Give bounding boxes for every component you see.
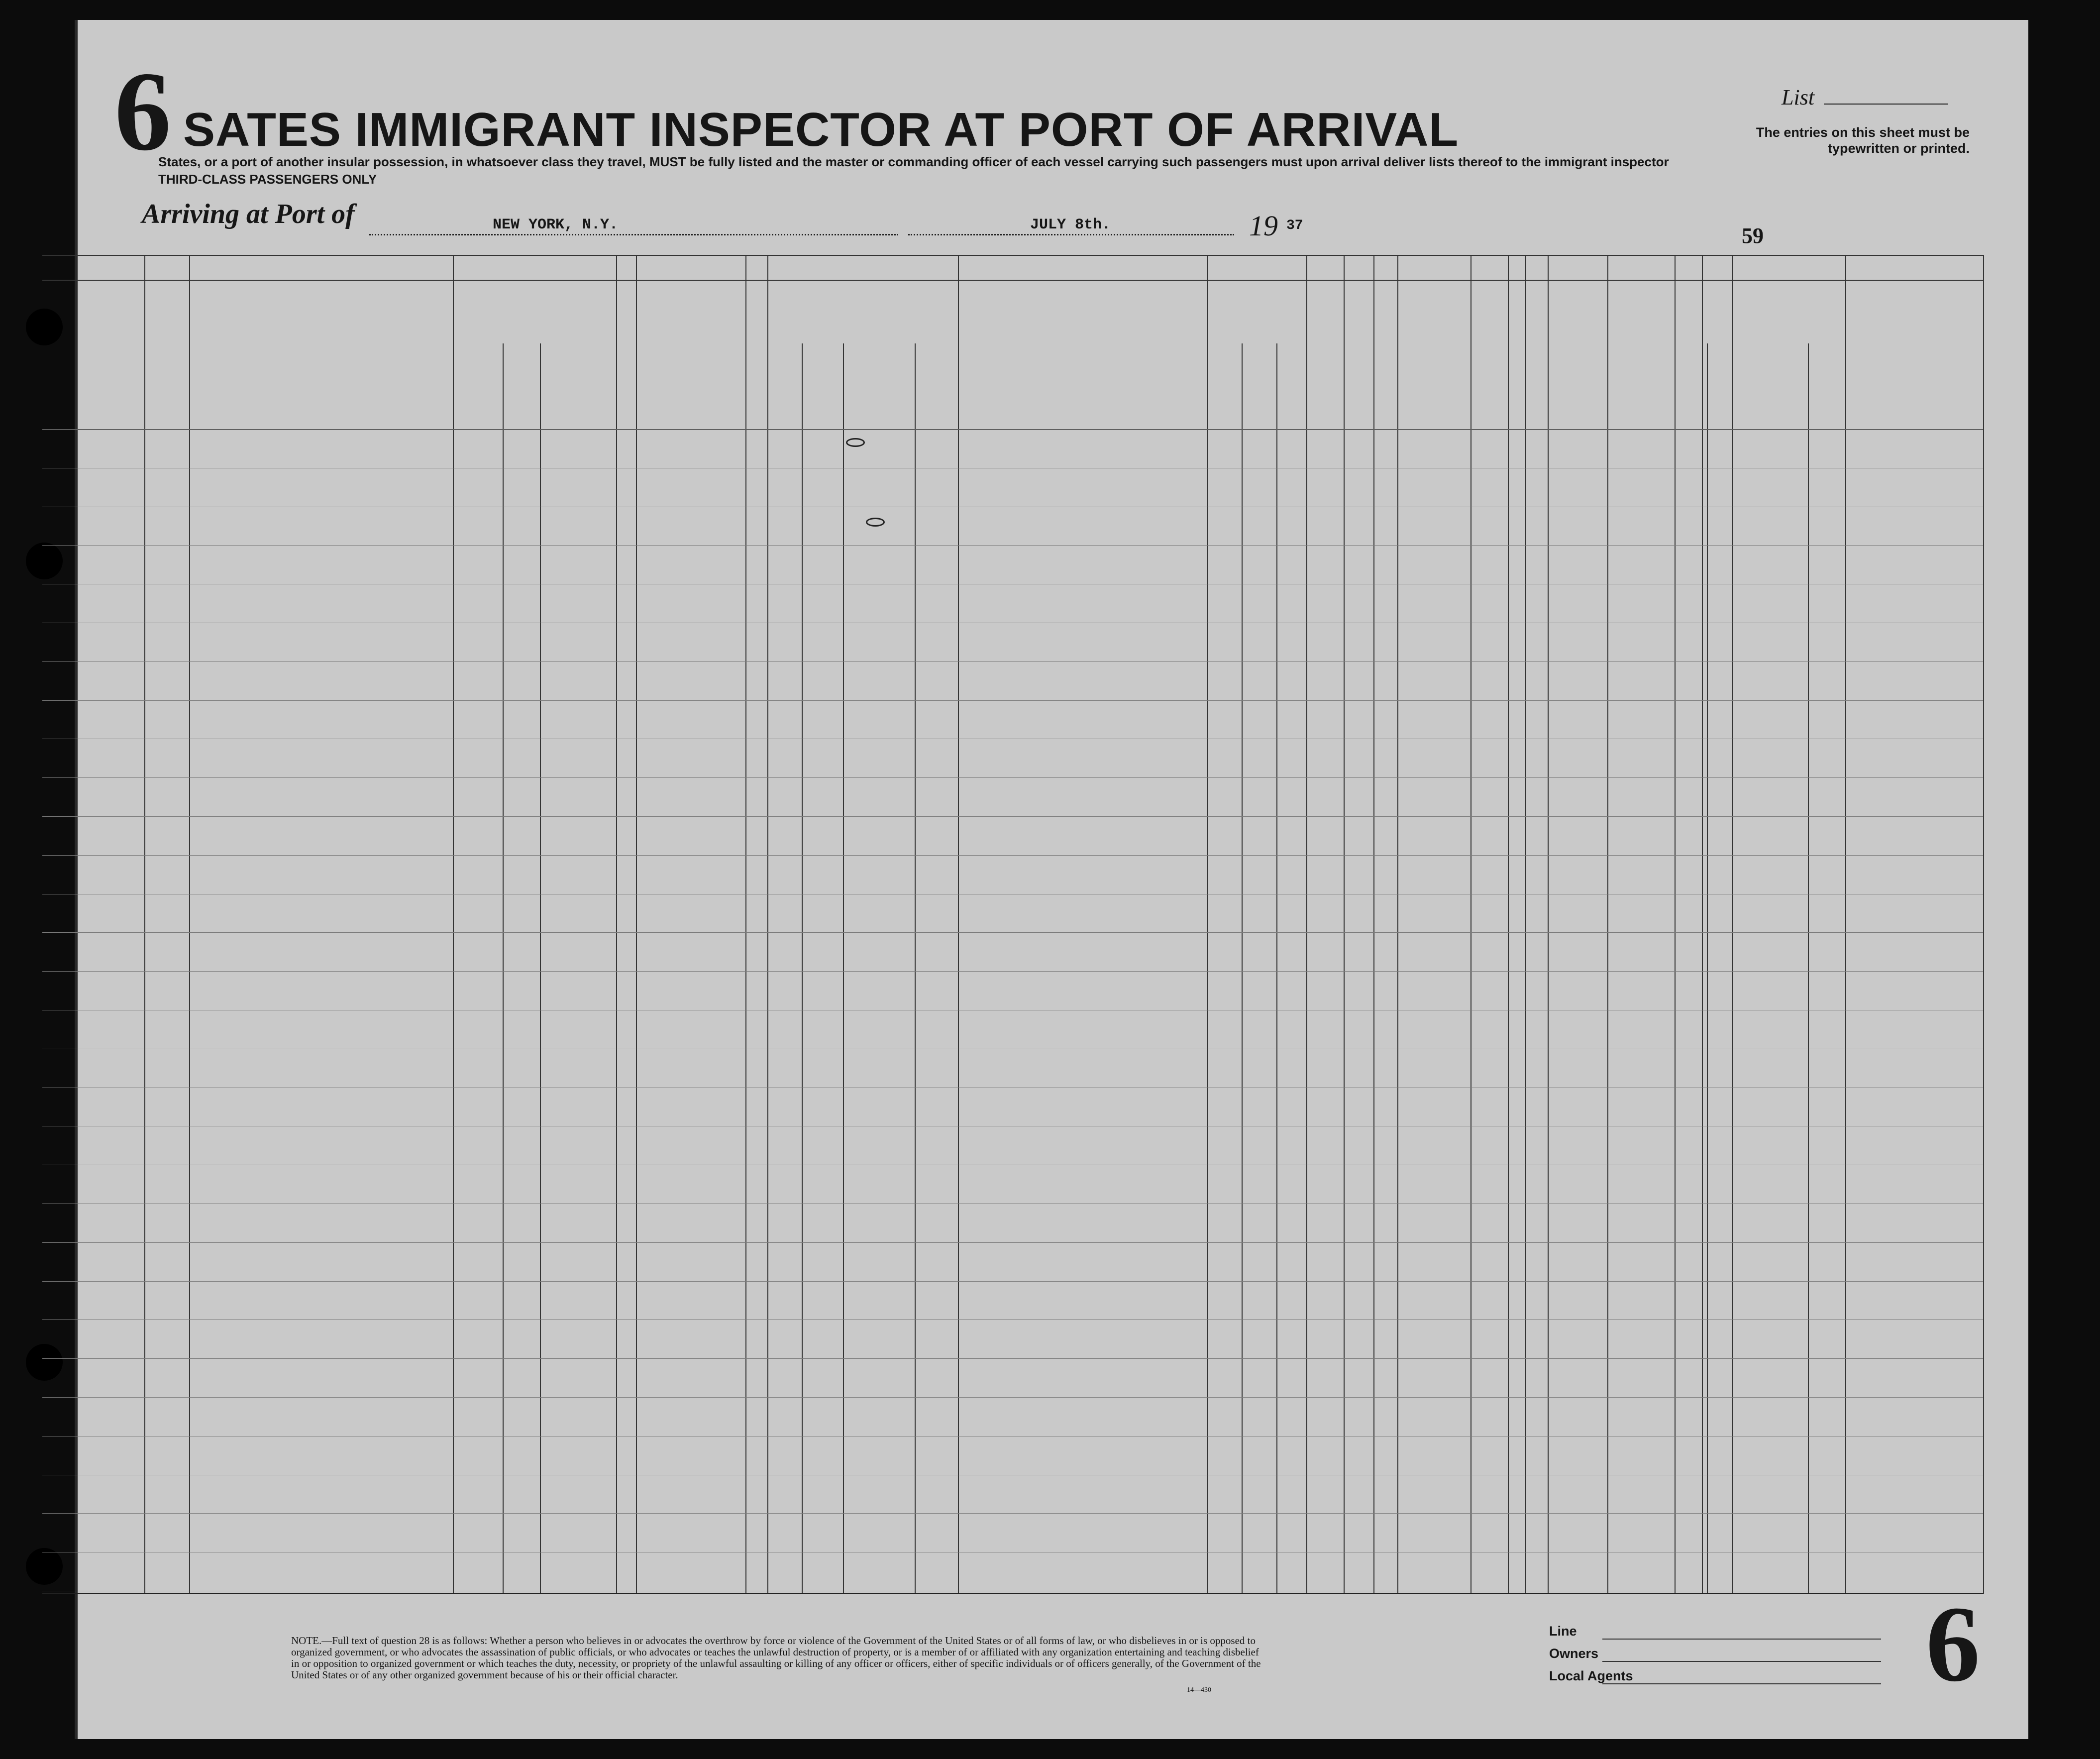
column-rule <box>1983 255 1984 1594</box>
year-prefix: 19 <box>1249 210 1278 242</box>
row-rule <box>42 700 1983 701</box>
port-value: NEW YORK, N.Y. <box>493 217 619 233</box>
column-rule <box>616 255 617 1594</box>
subcolumn-rule <box>540 343 541 1593</box>
column-rule <box>1732 255 1733 1594</box>
header-num-rule <box>42 280 1983 281</box>
row-rule <box>42 1397 1983 1398</box>
table-bottom-rule <box>42 1593 1983 1594</box>
subcolumn-rule <box>915 343 916 1593</box>
sheet-number-bottom: 6 <box>1926 1584 1980 1704</box>
line-underline <box>1602 1639 1881 1640</box>
column-rule <box>1306 255 1307 1594</box>
date-line <box>908 234 1234 235</box>
agents-underline <box>1602 1683 1881 1684</box>
arriving-label: Arriving at Port of <box>142 199 355 229</box>
title-prefix: S <box>183 103 216 156</box>
date-value: JULY 8th. <box>1030 217 1111 233</box>
agents-label: Local Agents <box>1549 1668 1633 1683</box>
port-line <box>369 234 898 235</box>
column-rule <box>1845 255 1846 1594</box>
footnote: NOTE.—Full text of question 28 is as follows: Whether a person who believes in or advocates the overthrow by force or violence of the Government of the United States or of all forms of law, or who disbelieves in or is opposed to organized government, or who advocates the assassination of public officials, or who advocates or teaches the unlawful destruction of property, or is a member of or affiliated with any organization entertaining and teaching disbelief in or opposition to organized government or which teaches the duty, necessity, or propriety of the unlawful assaulting or killing of any officer or officers, either of specific individuals or of officers generally, of the Government of the United States or of any other organized government because of his or their official character. <box>291 1635 1261 1681</box>
line-label: Line <box>1549 1624 1577 1639</box>
entries-note: The entries on this sheet must be typewritten or printed. <box>1756 125 1970 156</box>
row-rule <box>42 661 1983 662</box>
column-rule <box>189 255 190 1594</box>
row-rule <box>42 1281 1983 1282</box>
sheet-number-top: 6 <box>114 49 171 174</box>
binder-hole <box>26 543 63 579</box>
column-rule <box>767 255 768 1594</box>
column-rule <box>1470 255 1471 1594</box>
subcolumn-rule <box>503 343 504 1593</box>
column-rule <box>636 255 637 1594</box>
year-suffix: 37 <box>1286 218 1303 233</box>
column-rule <box>1607 255 1608 1594</box>
column-rule <box>144 255 145 1594</box>
subtitle-instructions: States, or a port of another insular possession, in whatsoever class they travel, MUST be fully listed and the master or commanding officer of each vessel carrying such passengers must upon arrival deliver lists thereof to the immigrant inspector <box>158 154 1669 169</box>
title-text: ATES IMMIGRANT INSPECTOR AT PORT OF ARRIVAL <box>215 103 1459 156</box>
subcolumn-rule <box>1276 343 1277 1593</box>
subcolumn-rule <box>802 343 803 1593</box>
row-rule <box>42 932 1983 933</box>
list-line <box>1824 104 1948 105</box>
page-number: 59 <box>1742 223 1764 248</box>
owners-label: Owners <box>1549 1646 1599 1661</box>
column-rule <box>1675 255 1676 1594</box>
row-rule <box>42 855 1983 856</box>
row-rule <box>42 1358 1983 1359</box>
binder-hole <box>26 1548 63 1585</box>
owners-underline <box>1602 1661 1881 1662</box>
column-rule <box>1207 255 1208 1594</box>
binder-hole <box>26 309 63 345</box>
row-rule <box>42 816 1983 817</box>
page-title <box>183 103 1459 157</box>
subtitle-class: THIRD-CLASS PASSENGERS ONLY <box>158 172 377 187</box>
row-rule <box>42 545 1983 546</box>
row-rule <box>42 1513 1983 1514</box>
binder-hole <box>26 1344 63 1381</box>
column-rule <box>1548 255 1549 1594</box>
handwritten-annotation <box>866 518 885 527</box>
column-rule <box>1508 255 1509 1594</box>
handwritten-annotation <box>846 438 865 447</box>
subcolumn-rule <box>1707 343 1708 1593</box>
subcolumn-rule <box>1808 343 1809 1593</box>
column-rule <box>1344 255 1345 1594</box>
column-rule <box>453 255 454 1594</box>
column-rule <box>958 255 959 1594</box>
subcolumn-rule <box>1242 343 1243 1593</box>
manifest-sheet <box>75 20 2028 1739</box>
column-rule <box>1525 255 1526 1594</box>
form-number: 14—430 <box>1187 1686 1211 1694</box>
column-rule <box>1397 255 1398 1594</box>
row-rule <box>42 1242 1983 1243</box>
row-rule <box>42 429 1983 430</box>
column-rule <box>745 255 746 1594</box>
header-top-rule <box>42 255 1983 256</box>
column-rule <box>1702 255 1703 1594</box>
subcolumn-rule <box>843 343 844 1593</box>
row-rule <box>42 971 1983 972</box>
row-rule <box>42 1319 1983 1320</box>
list-label: List <box>1782 85 1815 110</box>
row-rule <box>42 777 1983 778</box>
column-rule <box>1373 255 1374 1594</box>
